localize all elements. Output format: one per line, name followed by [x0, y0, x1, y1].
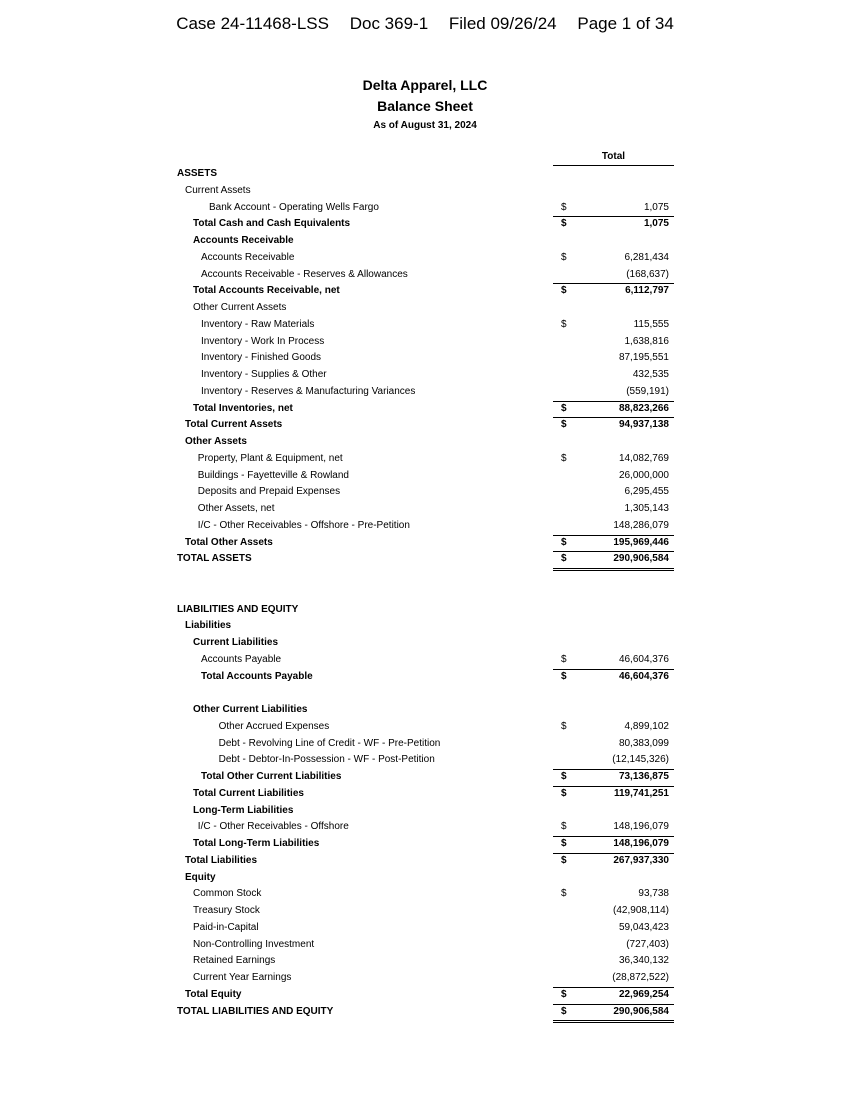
currency-symbol: $	[561, 251, 567, 263]
table-row	[0, 618, 850, 635]
row-amount: 46,604,376	[618, 653, 669, 665]
row-label: Accounts Payable	[201, 653, 282, 665]
row-label: Total Cash and Cash Equivalents	[193, 218, 351, 230]
table-row	[0, 183, 850, 200]
currency-symbol: $	[561, 419, 567, 431]
row-amount: 148,196,079	[613, 838, 669, 849]
table-row	[0, 300, 850, 317]
currency-symbol: $	[561, 402, 567, 414]
row-label: Total Long-Term Liabilities	[193, 838, 320, 849]
table-row	[0, 719, 850, 736]
row-amount: 6,281,434	[624, 251, 669, 263]
currency-symbol: $	[561, 1005, 567, 1017]
table-row	[0, 501, 850, 518]
table-row	[0, 853, 850, 870]
row-label: TOTAL LIABILITIES AND EQUITY	[177, 1005, 334, 1017]
table-row	[0, 903, 850, 920]
row-label: Accounts Receivable	[201, 251, 295, 263]
row-label: Common Stock	[193, 888, 262, 900]
row-label: Buildings - Fayetteville & Rowland	[197, 469, 349, 481]
row-label: LIABILITIES AND EQUITY	[177, 603, 299, 615]
row-label: Treasury Stock	[193, 905, 260, 916]
row-label: ASSETS	[177, 168, 218, 179]
row-amount: 1,638,816	[624, 335, 669, 347]
balance-sheet-table	[0, 166, 850, 1020]
table-row	[0, 803, 850, 820]
row-amount: 6,112,797	[625, 285, 669, 297]
case-number: Case 24-11468-LSS	[176, 14, 329, 33]
row-label: Other Current Liabilities	[193, 704, 308, 715]
row-label: Current Liabilities	[193, 637, 279, 648]
row-amount: 267,937,330	[613, 854, 669, 866]
row-amount: 73,136,875	[618, 771, 669, 782]
table-row	[0, 350, 850, 367]
company-name: Delta Apparel, LLC	[362, 77, 488, 93]
table-row	[0, 702, 850, 719]
table-row	[0, 535, 850, 552]
row-label: Long-Term Liabilities	[193, 804, 294, 816]
row-label: Accounts Receivable	[193, 235, 294, 246]
currency-symbol: $	[561, 318, 567, 330]
row-amount: 80,383,099	[618, 737, 669, 749]
row-label: Debt - Revolving Line of Credit - WF - Pre-Petition	[218, 737, 441, 749]
double-underline-rule	[553, 1020, 674, 1023]
currency-symbol: $	[561, 670, 567, 682]
row-label: Inventory - Reserves & Manufacturing Variances	[201, 385, 416, 397]
table-row	[0, 970, 850, 987]
table-row	[0, 267, 850, 284]
row-amount: 6,295,455	[624, 486, 669, 498]
row-amount: (28,872,522)	[612, 972, 669, 983]
table-row	[0, 685, 850, 702]
report-date: As of August 31, 2024	[373, 120, 477, 131]
table-row	[0, 769, 850, 786]
row-label: Other Current Assets	[193, 302, 287, 313]
table-row	[0, 1004, 850, 1021]
table-row	[0, 953, 850, 970]
row-amount: 1,305,143	[624, 503, 669, 514]
table-row	[0, 987, 850, 1004]
currency-symbol: $	[561, 821, 567, 833]
currency-symbol: $	[561, 854, 567, 866]
row-amount: 148,286,079	[613, 519, 669, 531]
table-row	[0, 836, 850, 853]
row-label: Total Current Liabilities	[193, 787, 304, 799]
currency-symbol: $	[561, 536, 567, 548]
currency-symbol: $	[561, 838, 567, 849]
row-amount: 36,340,132	[618, 955, 669, 967]
table-row	[0, 652, 850, 669]
row-label: Total Inventories, net	[193, 402, 293, 414]
currency-symbol: $	[561, 888, 567, 900]
row-amount: 93,738	[638, 888, 669, 900]
row-amount: (727,403)	[626, 938, 669, 950]
row-label: Inventory - Raw Materials	[201, 318, 315, 330]
row-label: Current Year Earnings	[193, 972, 292, 983]
table-row	[0, 886, 850, 903]
table-row	[0, 518, 850, 535]
currency-symbol: $	[561, 720, 567, 732]
row-amount: 88,823,266	[618, 402, 669, 414]
table-row	[0, 200, 850, 217]
currency-symbol: $	[561, 452, 567, 464]
table-row	[0, 551, 850, 568]
table-row	[0, 669, 850, 686]
row-label: Other Accrued Expenses	[218, 720, 330, 732]
currency-symbol: $	[561, 201, 567, 213]
row-label: Other Assets	[185, 436, 247, 447]
row-amount: (42,908,114)	[613, 905, 669, 916]
table-row	[0, 317, 850, 334]
row-amount: 94,937,138	[618, 419, 669, 431]
row-amount: 1,075	[643, 218, 669, 230]
table-row	[0, 937, 850, 954]
table-row	[0, 585, 850, 602]
table-row	[0, 417, 850, 434]
row-label: Total Liabilities	[185, 854, 258, 866]
row-label: Current Assets	[185, 184, 251, 196]
row-label: Total Equity	[185, 988, 242, 1000]
row-label: Property, Plant & Equipment, net	[197, 452, 343, 464]
row-amount: 26,000,000	[618, 469, 669, 481]
row-amount: 14,082,769	[618, 452, 669, 464]
row-label: Equity	[185, 871, 216, 883]
table-row	[0, 819, 850, 836]
row-amount: 432,535	[632, 369, 669, 380]
table-row	[0, 635, 850, 652]
currency-symbol: $	[561, 653, 567, 665]
row-amount: 115,555	[633, 318, 669, 330]
page-number: Page 1 of 34	[577, 14, 674, 33]
table-row	[0, 384, 850, 401]
row-amount: (168,637)	[626, 268, 669, 280]
row-label: Total Accounts Payable	[201, 670, 313, 682]
row-amount: 148,196,079	[613, 821, 669, 833]
row-label: Debt - Debtor-In-Possession - WF - Post-Petition	[218, 754, 435, 766]
table-row	[0, 568, 850, 585]
row-amount: 87,195,551	[618, 352, 669, 364]
row-label: Total Other Current Liabilities	[201, 771, 342, 782]
table-row	[0, 334, 850, 351]
row-amount: (559,191)	[626, 385, 669, 397]
table-row	[0, 468, 850, 485]
table-row	[0, 367, 850, 384]
row-amount: (12,145,326)	[612, 754, 669, 766]
row-label: TOTAL ASSETS	[177, 553, 252, 565]
table-row	[0, 870, 850, 887]
row-label: Inventory - Finished Goods	[201, 352, 322, 364]
table-row	[0, 602, 850, 619]
row-label: Total Accounts Receivable, net	[193, 285, 340, 297]
table-row	[0, 250, 850, 267]
row-label: Total Other Assets	[185, 536, 273, 548]
row-amount: 290,906,584	[613, 553, 669, 565]
table-row	[0, 484, 850, 501]
table-row	[0, 401, 850, 418]
currency-symbol: $	[561, 218, 567, 230]
currency-symbol: $	[561, 787, 567, 799]
currency-symbol: $	[561, 285, 567, 297]
row-amount: 1,075	[643, 201, 669, 213]
table-row	[0, 736, 850, 753]
table-row	[0, 434, 850, 451]
row-label: I/C - Other Receivables - Offshore	[197, 821, 349, 833]
total-column-header: Total	[553, 151, 674, 166]
filing-header	[0, 14, 850, 34]
currency-symbol: $	[561, 988, 567, 1000]
row-label: Inventory - Work In Process	[201, 335, 325, 347]
table-row	[0, 920, 850, 937]
row-amount: 46,604,376	[618, 670, 669, 682]
row-amount: 22,969,254	[618, 988, 669, 1000]
row-amount: 195,969,446	[613, 536, 669, 548]
table-row	[0, 216, 850, 233]
row-label: Other Assets, net	[197, 503, 275, 514]
currency-symbol: $	[561, 553, 567, 565]
table-row	[0, 233, 850, 250]
currency-symbol: $	[561, 771, 567, 782]
table-row	[0, 166, 850, 183]
row-label: Total Current Assets	[185, 419, 283, 431]
row-label: Inventory - Supplies & Other	[201, 369, 327, 380]
row-label: Paid-in-Capital	[193, 921, 259, 933]
row-label: Deposits and Prepaid Expenses	[197, 486, 341, 498]
report-title: Balance Sheet	[377, 98, 473, 114]
table-row	[0, 786, 850, 803]
filed-date: Filed 09/26/24	[448, 14, 557, 33]
row-label: Bank Account - Operating Wells Fargo	[209, 201, 379, 213]
row-label: Retained Earnings	[193, 955, 276, 967]
row-amount: 4,899,102	[624, 720, 669, 732]
table-row	[0, 283, 850, 300]
row-amount: 119,741,251	[613, 787, 669, 799]
row-label: I/C - Other Receivables - Offshore - Pre-Petition	[197, 519, 410, 531]
row-amount: 59,043,423	[618, 921, 669, 933]
row-label: Non-Controlling Investment	[193, 938, 315, 950]
doc-number: Doc 369-1	[349, 14, 429, 33]
row-label: Liabilities	[185, 620, 232, 632]
table-row	[0, 451, 850, 468]
table-row	[0, 752, 850, 769]
row-amount: 290,906,584	[613, 1005, 669, 1017]
row-label: Accounts Receivable - Reserves & Allowances	[201, 268, 408, 280]
